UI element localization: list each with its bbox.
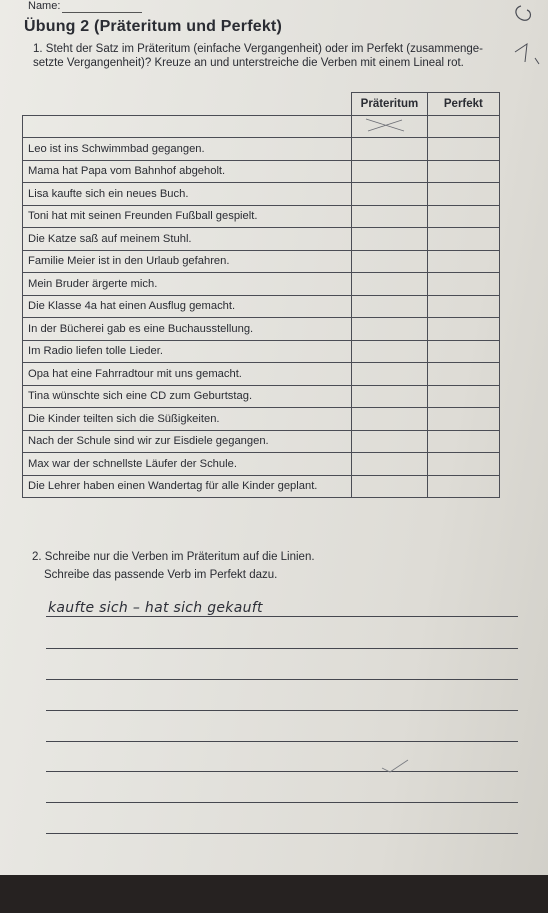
checkbox-perfekt[interactable] xyxy=(427,430,499,453)
checkbox-perfekt[interactable] xyxy=(427,138,499,161)
checkbox-perfekt[interactable] xyxy=(427,228,499,251)
checkbox-perfekt[interactable] xyxy=(427,183,499,206)
checkbox-perfekt[interactable] xyxy=(427,385,499,408)
sentence-cell: Die Lehrer haben einen Wandertag für alle Kinder geplant. xyxy=(23,475,352,498)
sentence-cell: Toni hat mit seinen Freunden Fußball gespielt. xyxy=(23,205,352,228)
table-row xyxy=(23,453,500,476)
handwritten-answer: kaufte sich – hat sich gekauft xyxy=(48,600,263,616)
checkbox-perfekt[interactable] xyxy=(427,363,499,386)
exercise-table xyxy=(22,92,500,498)
worksheet-title: Übung 2 (Präteritum und Perfekt) xyxy=(24,18,282,35)
pencil-cross-mark xyxy=(356,117,416,133)
sentence-cell: Mein Bruder ärgerte mich. xyxy=(23,273,352,296)
checkbox-praeteritum[interactable] xyxy=(352,340,428,363)
table-row xyxy=(23,363,500,386)
answer-line[interactable] xyxy=(46,802,518,803)
checkbox-perfekt[interactable] xyxy=(427,475,499,498)
checkbox-praeteritum[interactable] xyxy=(352,205,428,228)
table-row xyxy=(23,340,500,363)
sentence-cell: Die Klasse 4a hat einen Ausflug gemacht. xyxy=(23,295,352,318)
checkbox-praeteritum[interactable] xyxy=(352,250,428,273)
table-row xyxy=(23,475,500,498)
table-row xyxy=(23,430,500,453)
checkbox-perfekt[interactable] xyxy=(427,115,499,138)
checkbox-praeteritum[interactable] xyxy=(352,228,428,251)
checkbox-perfekt[interactable] xyxy=(427,408,499,431)
checkbox-praeteritum[interactable] xyxy=(352,115,428,138)
sentence-cell: Opa hat eine Fahrradtour mit uns gemacht. xyxy=(23,363,352,386)
checkbox-praeteritum[interactable] xyxy=(352,273,428,296)
checkbox-perfekt[interactable] xyxy=(427,160,499,183)
table-row xyxy=(23,183,500,206)
checkbox-perfekt[interactable] xyxy=(427,273,499,296)
table-header-row xyxy=(23,93,500,116)
checkbox-perfekt[interactable] xyxy=(427,318,499,341)
table-row xyxy=(23,228,500,251)
sentence-cell: Im Radio liefen tolle Lieder. xyxy=(23,340,352,363)
sentence-cell: Lisa kaufte sich ein neues Buch. xyxy=(23,183,352,206)
table-header-blank xyxy=(23,93,352,116)
table-row xyxy=(23,385,500,408)
answer-line[interactable] xyxy=(46,710,518,711)
checkbox-praeteritum[interactable] xyxy=(352,295,428,318)
name-line xyxy=(62,12,142,13)
sentence-cell: Leo ist ins Schwimmbad gegangen. xyxy=(23,138,352,161)
checkbox-praeteritum[interactable] xyxy=(352,453,428,476)
table-row xyxy=(23,273,500,296)
task1-line1: 1. Steht der Satz im Präteritum (einfache Vergangenheit) oder im Perfekt (zusammenge- xyxy=(33,43,483,55)
sentence-cell: Max war der schnellste Läufer der Schule. xyxy=(23,453,352,476)
example-sentence-cell xyxy=(23,115,352,138)
checkbox-praeteritum[interactable] xyxy=(352,363,428,386)
header-perfekt: Perfekt xyxy=(427,93,499,116)
table-row xyxy=(23,250,500,273)
answer-line[interactable] xyxy=(46,616,518,617)
table-row xyxy=(23,160,500,183)
task2-line2: Schreibe das passende Verb im Perfekt dazu. xyxy=(44,569,278,581)
answer-line[interactable] xyxy=(46,648,518,649)
checkbox-perfekt[interactable] xyxy=(427,205,499,228)
sentence-cell: Tina wünschte sich eine CD zum Geburtstag. xyxy=(23,385,352,408)
checkbox-perfekt[interactable] xyxy=(427,453,499,476)
checkbox-praeteritum[interactable] xyxy=(352,385,428,408)
checkbox-perfekt[interactable] xyxy=(427,340,499,363)
sentence-cell: Die Katze saß auf meinem Stuhl. xyxy=(23,228,352,251)
answer-line[interactable] xyxy=(46,771,518,772)
checkbox-praeteritum[interactable] xyxy=(352,138,428,161)
sentence-cell: Nach der Schule sind wir zur Eisdiele gegangen. xyxy=(23,430,352,453)
table-row xyxy=(23,205,500,228)
table-row xyxy=(23,295,500,318)
sentence-cell: Familie Meier ist in den Urlaub gefahren. xyxy=(23,250,352,273)
checkbox-perfekt[interactable] xyxy=(427,250,499,273)
pencil-tick-icon xyxy=(380,758,410,776)
task1-line2: setzte Vergangenheit)? Kreuze an und unterstreiche die Verben mit einem Lineal rot. xyxy=(33,57,464,69)
doodle-icon xyxy=(505,2,545,72)
sentence-cell: In der Bücherei gab es eine Buchausstellung. xyxy=(23,318,352,341)
checkbox-praeteritum[interactable] xyxy=(352,408,428,431)
table-row xyxy=(23,138,500,161)
checkbox-praeteritum[interactable] xyxy=(352,160,428,183)
checkbox-praeteritum[interactable] xyxy=(352,430,428,453)
header-praeteritum: Präteritum xyxy=(352,93,428,116)
background-edge xyxy=(0,875,548,913)
checkbox-praeteritum[interactable] xyxy=(352,318,428,341)
table-row xyxy=(23,115,500,138)
table-row xyxy=(23,408,500,431)
task1-instruction xyxy=(33,42,543,70)
name-label: Name: xyxy=(28,0,61,12)
answer-line[interactable] xyxy=(46,741,518,742)
checkbox-perfekt[interactable] xyxy=(427,295,499,318)
answer-line[interactable] xyxy=(46,833,518,834)
checkbox-praeteritum[interactable] xyxy=(352,475,428,498)
task2-line1: 2. Schreibe nur die Verben im Präteritum auf die Linien. xyxy=(32,551,315,563)
checkbox-praeteritum[interactable] xyxy=(352,183,428,206)
sentence-cell: Die Kinder teilten sich die Süßigkeiten. xyxy=(23,408,352,431)
sentence-cell: Mama hat Papa vom Bahnhof abgeholt. xyxy=(23,160,352,183)
table-row xyxy=(23,318,500,341)
answer-line[interactable] xyxy=(46,679,518,680)
task2-instruction xyxy=(32,548,315,584)
